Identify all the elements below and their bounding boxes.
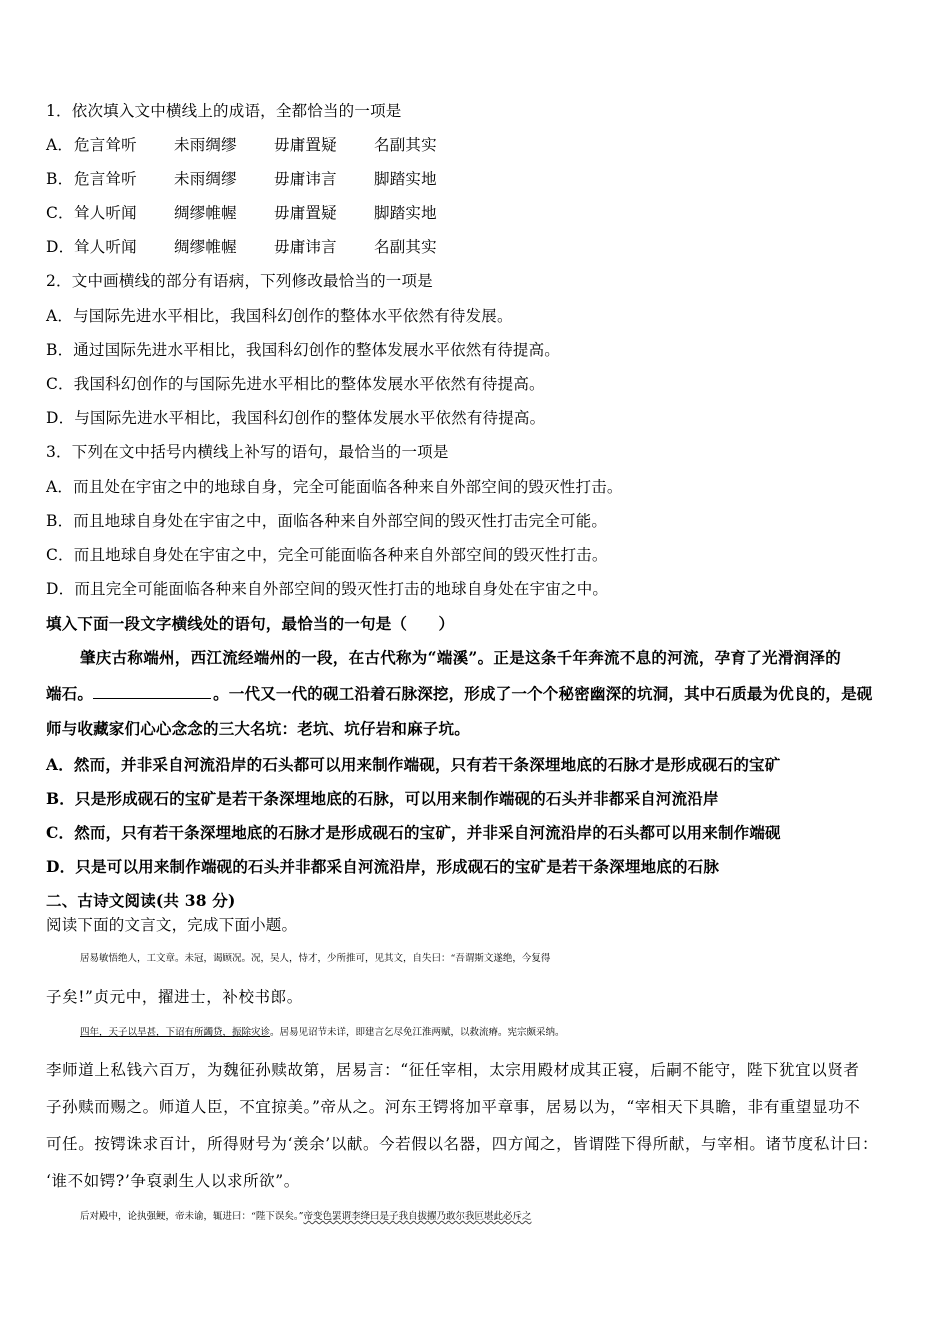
q4-passage-line: 肇庆古称端州，西江流经端州的一段，在古代称为“端溪”。正是这条千年奔流不息的河流，孕育了光滑润泽的	[80, 648, 842, 667]
option-letter: C．	[46, 204, 74, 222]
idiom: 耸人听闻	[74, 204, 137, 222]
q3-stem: 3．下列在文中括号内横线上补写的语句，最恰当的一项是	[46, 443, 449, 461]
idiom: 绸缪帷幄	[174, 204, 237, 222]
classical-text-line	[46, 1022, 942, 1044]
q1-option-a[interactable]	[46, 134, 908, 156]
q1-option-b[interactable]	[46, 168, 908, 190]
q3-option-b[interactable]: B．而且地球自身处在宇宙之中，面临各种来自外部空间的毁灭性打击完全可能。	[46, 512, 608, 530]
classical-text: 后对殿中，论执强鲠，帝未谕，辄进曰：“陛下误矣。”	[80, 1211, 304, 1222]
q2-option-d[interactable]: D．与国际先进水平相比，我国科幻创作的整体发展水平依然有待提高。	[46, 409, 546, 427]
idiom: 毋庸置疑	[274, 204, 337, 222]
idiom: 绸缪帷幄	[174, 238, 237, 256]
idiom: 未雨绸缪	[174, 136, 237, 154]
idiom: 毋庸置疑	[274, 136, 337, 154]
passage-text: 。一代又一代的砚工沿着石脉深挖，形成了一个个秘密幽深的坑洞，其中石质最为优良的，是砚	[213, 684, 873, 703]
q1-option-d[interactable]	[46, 236, 908, 258]
classical-text-line: 子矣!”贞元中，擢进士，补校书郎。	[46, 988, 303, 1006]
q4-option-c[interactable]: C．然而，只有若干条深埋地底的石脉才是形成砚石的宝矿，并非采自河流沿岸的石头都可以用来制作端砚	[46, 823, 781, 842]
q2-option-a[interactable]: A．与国际先进水平相比，我国科幻创作的整体水平依然有待发展。	[46, 307, 513, 325]
answer-blank	[93, 684, 211, 699]
classical-text: 。居易见诏节未详，即建言乞尽免江淮两赋，以救流瘠。宪宗颇采纳。	[270, 1027, 565, 1038]
q4-option-a[interactable]: A．然而，并非采自河流沿岸的石头都可以用来制作端砚，只有若干条深埋地底的石脉才是形成砚石的宝矿	[46, 755, 781, 774]
idiom: 脚踏实地	[374, 204, 437, 222]
idiom: 名副其实	[374, 238, 437, 256]
idiom: 危言耸听	[74, 136, 137, 154]
option-letter: A．	[46, 136, 74, 154]
q3-option-c[interactable]: C．而且地球自身处在宇宙之中，完全可能面临各种来自外部空间的毁灭性打击。	[46, 546, 608, 564]
classical-text-line	[46, 1206, 942, 1228]
classical-text-line: 子孙赎而赐之。师道人臣，不宜掠美。”帝从之。河东王锷将加平章事，居易以为，“宰相天下具瞻，非有重望显功不	[46, 1098, 861, 1116]
q3-option-a[interactable]: A．而且处在宇宙之中的地球自身，完全可能面临各种来自外部空间的毁灭性打击。	[46, 478, 623, 496]
q2-option-c[interactable]: C．我国科幻创作的与国际先进水平相比的整体发展水平依然有待提高。	[46, 375, 545, 393]
section-instruction: 阅读下面的文言文，完成下面小题。	[46, 916, 298, 934]
q4-stem: 填入下面一段文字横线处的语句，最恰当的一句是（ ）	[46, 614, 455, 633]
q2-stem: 2．文中画横线的部分有语病，下列修改最恰当的一项是	[46, 272, 433, 290]
option-letter: D．	[46, 238, 75, 256]
q4-option-d[interactable]: D．只是可以用来制作端砚的石头并非都采自河流沿岸，形成砚石的宝矿是若干条深埋地底的石脉	[46, 857, 720, 876]
q4-option-b[interactable]: B．只是形成砚石的宝矿是若干条深埋地底的石脉，可以用来制作端砚的石头并非都采自河流沿岸	[46, 789, 719, 808]
q3-option-d[interactable]: D．而且完全可能面临各种来自外部空间的毁灭性打击的地球自身处在宇宙之中。	[46, 580, 609, 598]
idiom: 名副其实	[374, 136, 437, 154]
q1-option-c[interactable]	[46, 202, 908, 224]
classical-text-line: 李师道上私钱六百万，为魏征孙赎故第，居易言：“征任宰相，太宗用殿材成其正寝，后嗣不能守，陛下犹宜以贤者	[46, 1061, 860, 1079]
classical-text-line: 可任。按锷诛求百计，所得财号为‘羡余’以献。今若假以名器，四方闻之，皆谓陛下得所献，与宰相。诸节度私计曰：	[46, 1135, 879, 1153]
q2-option-b[interactable]: B．通过国际先进水平相比，我国科幻创作的整体发展水平依然有待提高。	[46, 341, 560, 359]
option-letter: B．	[46, 170, 74, 188]
q4-passage-line	[46, 683, 908, 705]
section-heading: 二、古诗文阅读(共 38 分)	[46, 891, 236, 910]
q1-stem: 1．依次填入文中横线上的成语，全都恰当的一项是	[46, 102, 402, 120]
idiom: 未雨绸缪	[174, 170, 237, 188]
idiom: 毋庸讳言	[274, 238, 337, 256]
idiom: 脚踏实地	[374, 170, 437, 188]
classical-text-line: ‘谁不如锷?’争裒剥生人以求所欲”。	[46, 1172, 300, 1190]
underlined-sentence: 四年，天子以旱甚，下诏有所蠲贷，振除灾诊	[80, 1027, 271, 1038]
wavy-underlined-sentence: 帝变色罢谓李绛曰是子我自拔擢乃敢尔我叵堪此必斥之	[303, 1211, 532, 1222]
idiom: 危言耸听	[74, 170, 137, 188]
q4-passage-line: 师与收藏家们心心念念的三大名坑：老坑、坑仔岩和麻子坑。	[46, 719, 470, 738]
classical-text-line: 居易敏悟绝人，工文章。未冠，谒顾况。况，吴人，恃才，少所推可，见其文，自失曰：“吾谓斯文遂绝，今复得	[80, 953, 551, 964]
idiom: 耸人听闻	[74, 238, 137, 256]
passage-text: 端石。	[46, 684, 94, 703]
idiom: 毋庸讳言	[274, 170, 337, 188]
